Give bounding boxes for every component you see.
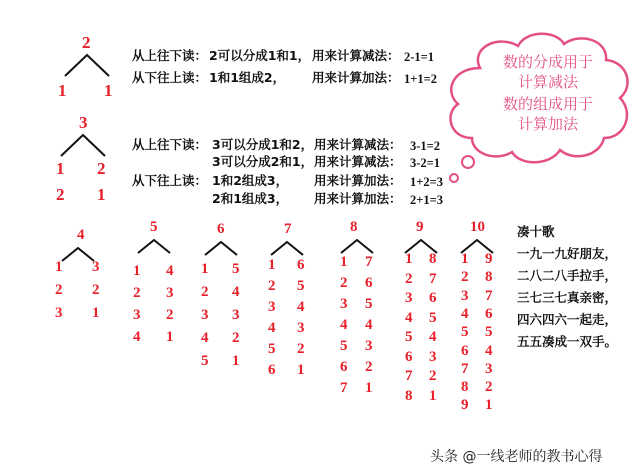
tree-10-left-digit: 4 xyxy=(461,305,469,322)
tree-3-top: 3 xyxy=(79,113,88,132)
tree-9-right-digit: 1 xyxy=(429,387,437,404)
tree-4-right-digit: 3 xyxy=(92,259,100,275)
tree-5-left-digit: 1 xyxy=(133,263,141,279)
tree-8-left-digit: 3 xyxy=(340,296,348,312)
s1-line2-eq: 1+1=2 xyxy=(404,72,437,86)
cloud-line-1: 数的分成用于 xyxy=(502,53,593,71)
tree-10-left-digit: 9 xyxy=(461,397,469,414)
s1-line2-label: 从下往上读： xyxy=(132,70,208,85)
tree-7-left-digit: 1 xyxy=(268,257,276,273)
tree-9-right-digit: 5 xyxy=(429,309,437,326)
tree-6-top: 6 xyxy=(217,221,225,237)
tree-6-left-digit: 4 xyxy=(201,330,209,346)
s2-d-text: 2和1组成3， xyxy=(212,191,289,206)
tree-2-left: 1 xyxy=(58,81,67,100)
tree-9-left-digit: 8 xyxy=(405,387,413,404)
tree-6-branch xyxy=(201,239,241,257)
tree-5-branch xyxy=(134,237,174,255)
s2-c-label: 从下往上读： xyxy=(132,173,208,188)
tree-2-branch xyxy=(62,52,112,78)
tree-6-left-digit: 2 xyxy=(201,284,209,300)
tree-9-top: 9 xyxy=(416,219,424,235)
tree-9-left-digit: 3 xyxy=(405,290,413,306)
tree-6-right-digit: 2 xyxy=(232,330,240,346)
tree-10-top: 10 xyxy=(470,219,485,235)
tree-3-right-1: 2 xyxy=(97,159,106,178)
tree-7-right-digit: 4 xyxy=(297,299,305,315)
s2-a-label: 从上往下读： xyxy=(132,137,208,152)
tree-5-right-digit: 4 xyxy=(166,263,174,279)
tree-10-left-digit: 3 xyxy=(461,287,469,304)
tree-10-right-digit: 6 xyxy=(485,305,493,322)
s2-b-text: 3可以分成2和1， xyxy=(212,154,314,169)
s1-line2-use: 用来计算加法： xyxy=(312,70,400,85)
song-line-4: 四六四六一起走， xyxy=(517,312,618,327)
tree-10-right-digit: 3 xyxy=(485,360,493,377)
s2-b-eq: 3-2=1 xyxy=(410,156,441,170)
tree-2-top: 2 xyxy=(82,33,91,52)
s1-line2-text: 1和1组成2， xyxy=(209,70,286,85)
tree-4-left-digit: 2 xyxy=(55,282,63,298)
s1-line1-text: 2可以分成1和1， xyxy=(209,48,311,63)
tree-5-right-digit: 3 xyxy=(166,285,174,301)
tree-9-right-digit: 3 xyxy=(429,348,437,365)
tree-8-top: 8 xyxy=(350,219,358,235)
tree-4-right-digit: 1 xyxy=(92,305,100,321)
tree-6-right-digit: 4 xyxy=(232,284,240,300)
tree-8-right-digit: 2 xyxy=(365,359,373,375)
s2-a-eq: 3-1=2 xyxy=(410,139,441,153)
tree-8-left-digit: 1 xyxy=(340,254,348,270)
s2-d-eq: 2+1=3 xyxy=(410,193,443,207)
tree-3-right-2: 1 xyxy=(97,185,106,204)
tree-8-left-digit: 5 xyxy=(340,338,348,354)
tree-7-right-digit: 2 xyxy=(297,341,305,357)
tree-9-right-digit: 8 xyxy=(429,251,437,267)
s2-c-text: 1和2组成3， xyxy=(212,173,289,188)
tree-10-right-digit: 2 xyxy=(485,379,493,396)
tree-7-top: 7 xyxy=(284,221,292,237)
cloud-line-4: 计算加法 xyxy=(517,115,578,133)
tree-3-left-1: 1 xyxy=(56,159,65,178)
tree-5-right-digit: 2 xyxy=(166,307,174,323)
tree-5-top: 5 xyxy=(150,219,158,235)
tree-10-left-digit: 1 xyxy=(461,251,469,267)
tree-6-right-digit: 3 xyxy=(232,307,240,323)
tree-7-left-digit: 5 xyxy=(268,341,276,357)
tree-10-right-digit: 4 xyxy=(485,342,493,359)
tree-4-left-digit: 1 xyxy=(55,259,63,275)
tree-8-right-digit: 6 xyxy=(365,275,373,291)
tree-8-left-digit: 6 xyxy=(340,359,348,375)
tree-10-right-digit: 1 xyxy=(485,397,493,414)
tree-9-right-digit: 4 xyxy=(429,329,437,345)
tree-6-left-digit: 5 xyxy=(201,353,209,369)
s2-a-text: 3可以分成1和2， xyxy=(212,137,314,152)
tree-3-left-2: 2 xyxy=(56,185,65,204)
tree-10-left-digit: 5 xyxy=(461,324,469,341)
song-line-5: 五五凑成一双手。 xyxy=(517,334,618,349)
song-line-3: 三七三七真亲密， xyxy=(517,290,618,305)
tree-8-left-digit: 2 xyxy=(340,275,348,291)
tree-3-branch xyxy=(58,132,108,158)
tree-9-right-digit: 6 xyxy=(429,290,437,306)
tree-6-right-digit: 1 xyxy=(232,353,240,369)
tree-8-right-digit: 3 xyxy=(365,338,373,354)
tree-4-top: 4 xyxy=(77,227,85,243)
tree-6-left-digit: 1 xyxy=(201,261,209,277)
tree-8-right-digit: 5 xyxy=(365,296,373,312)
tree-10-left-digit: 6 xyxy=(461,342,469,359)
song-line-2: 二八二八手拉手， xyxy=(517,268,618,283)
s1-line1-label: 从上往下读： xyxy=(132,48,208,63)
tree-9-left-digit: 7 xyxy=(405,368,413,384)
footer-watermark: 头条 @一线老师的教书心得 xyxy=(430,449,603,465)
tree-5-left-digit: 3 xyxy=(133,307,141,323)
tree-8-right-digit: 1 xyxy=(365,380,373,396)
tree-7-left-digit: 4 xyxy=(268,320,276,336)
tree-8-left-digit: 4 xyxy=(340,317,348,333)
cloud-line-2: 计算减法 xyxy=(517,73,578,91)
tree-9-right-digit: 7 xyxy=(429,270,437,287)
tree-7-right-digit: 5 xyxy=(297,278,305,294)
song-title: 凑十歌 xyxy=(517,224,555,239)
tree-6-right-digit: 5 xyxy=(232,261,240,277)
tree-10-left-digit: 8 xyxy=(461,379,469,396)
tree-10-right-digit: 5 xyxy=(485,324,493,341)
tree-7-right-digit: 1 xyxy=(297,362,305,378)
tree-10-left-digit: 7 xyxy=(461,360,469,377)
tree-5-left-digit: 2 xyxy=(133,285,141,301)
tree-10-right-digit: 9 xyxy=(485,251,493,267)
tree-9-left-digit: 4 xyxy=(405,309,413,326)
tree-2-right: 1 xyxy=(104,81,113,100)
tree-9-right-digit: 2 xyxy=(429,368,437,384)
tree-10-right-digit: 7 xyxy=(485,287,493,304)
tree-5-left-digit: 4 xyxy=(133,329,141,345)
tree-7-right-digit: 3 xyxy=(297,320,305,336)
tree-8-branch xyxy=(337,237,377,255)
tree-4-left-digit: 3 xyxy=(55,305,63,321)
tree-6-left-digit: 3 xyxy=(201,307,209,323)
s2-a-use: 用来计算减法： xyxy=(314,137,402,152)
s2-d-use: 用来计算加法： xyxy=(314,191,402,206)
tree-7-left-digit: 2 xyxy=(268,278,276,294)
tree-8-right-digit: 4 xyxy=(365,317,373,333)
tree-7-left-digit: 3 xyxy=(268,299,276,315)
s1-line1-use: 用来计算减法： xyxy=(312,48,400,63)
tree-9-left-digit: 5 xyxy=(405,329,413,345)
tree-10-right-digit: 8 xyxy=(485,269,493,286)
s1-line1-eq: 2-1=1 xyxy=(404,50,435,64)
cloud-line-3: 数的组成用于 xyxy=(502,95,593,113)
tree-7-branch xyxy=(267,239,307,257)
tree-7-right-digit: 6 xyxy=(297,257,305,273)
tree-9-left-digit: 6 xyxy=(405,348,413,365)
tree-7-left-digit: 6 xyxy=(268,362,276,378)
tree-10-left-digit: 2 xyxy=(461,269,469,286)
tree-4-right-digit: 2 xyxy=(92,282,100,298)
tree-8-right-digit: 7 xyxy=(365,254,373,270)
s2-b-use: 用来计算减法： xyxy=(314,154,402,169)
tree-5-right-digit: 1 xyxy=(166,329,174,345)
s2-c-use: 用来计算加法： xyxy=(314,173,402,188)
s2-c-eq: 1+2=3 xyxy=(410,175,443,189)
tree-9-left-digit: 2 xyxy=(405,270,413,287)
tree-8-left-digit: 7 xyxy=(340,380,348,396)
tree-9-left-digit: 1 xyxy=(405,251,413,267)
song-line-1: 一九一九好朋友， xyxy=(517,246,618,261)
